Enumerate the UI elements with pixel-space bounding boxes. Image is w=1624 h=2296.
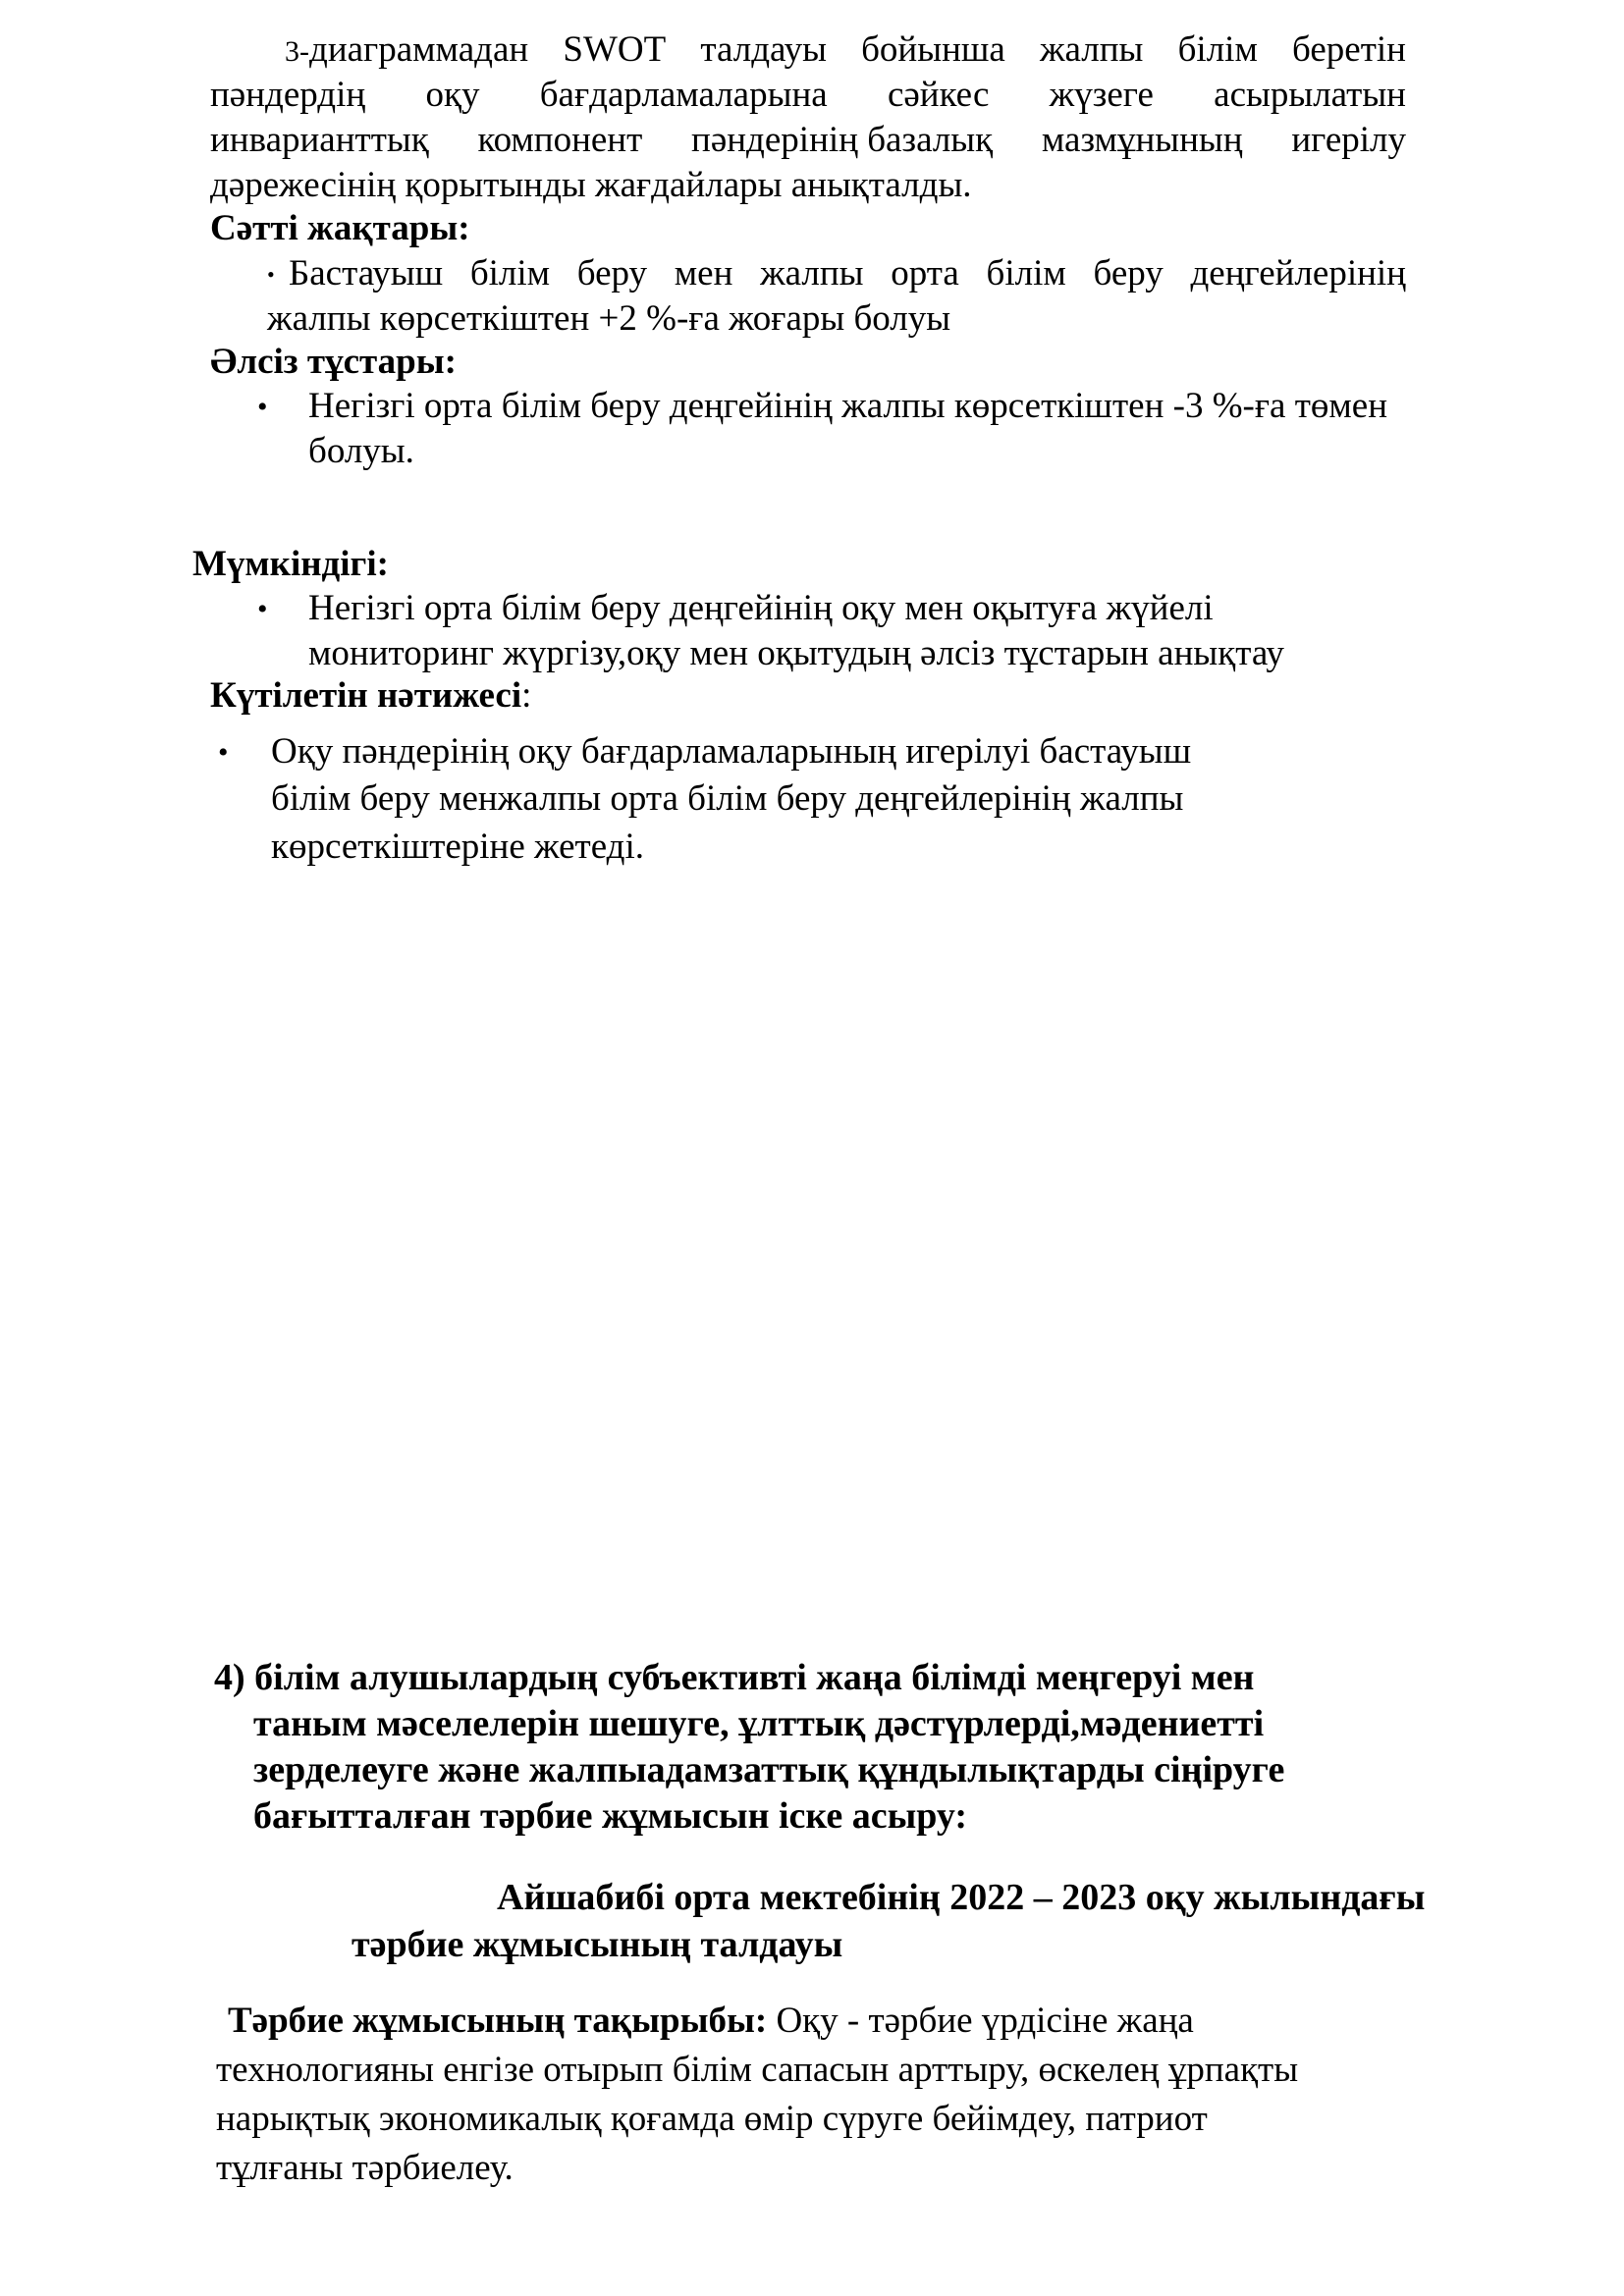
strengths-line-2: жалпы көрсеткіштен +2 %-ға жоғары болуы [267, 298, 951, 339]
section-4-line-3: зерделеуге және жалпыадамзаттық құндылықтарды сіңіруге [253, 1749, 1285, 1790]
intro-line-3 [210, 118, 1406, 162]
intro-word: SWOT [563, 29, 667, 70]
strengths-line-1 [289, 251, 1406, 295]
strengths-word: деңгейлерінің [1190, 253, 1406, 294]
opportunity-line-1: Негізгі орта білім беру деңгейінің оқу мен оқытуға жүйелі [308, 588, 1214, 628]
strengths-word: мен [674, 253, 733, 294]
theme-line-4: тұлғаны тәрбиелеу. [216, 2148, 514, 2188]
analysis-title-line-1: Айшабибі орта мектебінің 2022 – 2023 оқу жылындағы [497, 1877, 1426, 1918]
intro-line-1 [285, 27, 1406, 74]
bullet-icon: • [218, 736, 229, 769]
intro-word: жалпы [1039, 29, 1144, 70]
expected-heading-colon: : [521, 675, 532, 716]
theme-text: Оқу - тәрбие үрдісіне жаңа [767, 2001, 1194, 2041]
bullet-icon: • [257, 593, 268, 625]
strengths-word: Бастауыш [289, 253, 444, 294]
strengths-word: орта [891, 253, 959, 294]
intro-word: беретін [1292, 29, 1406, 70]
theme-line-2: технологияны енгізе отырып білім сапасын арттыру, өскелең ұрпақты [216, 2050, 1299, 2090]
strengths-word: білім [986, 253, 1066, 294]
intro-word: асырылатын [1214, 75, 1406, 115]
intro-word: игерілу [1291, 120, 1406, 160]
opportunity-line-2: мониторинг жүргізу,оқу мен оқытудың әлсіз тұстарын анықтау [308, 633, 1284, 673]
intro-word: бойынша [861, 29, 1005, 70]
intro-word: талдауы [700, 29, 827, 70]
intro-line-2 [210, 73, 1406, 117]
expected-line-2: білім беру менжалпы орта білім беру деңгейлерінің жалпы [271, 778, 1184, 819]
intro-word: сәйкес [887, 75, 990, 115]
theme-label: Тәрбие жұмысының тақырыбы: [228, 2001, 768, 2041]
intro-word: мазмұнының [1041, 120, 1243, 160]
strengths-word: жалпы [760, 253, 864, 294]
intro-word: бағдарламаларына [539, 75, 828, 115]
section-4-line-4: бағытталған тәрбие жұмысын іске асыру: [253, 1795, 968, 1837]
weaknesses-heading: Әлсіз тұстары: [210, 342, 457, 382]
intro-line-4: дәрежесінің қорытынды жағдайлары анықталды. [210, 165, 972, 205]
intro-prefix: 3- [285, 35, 309, 68]
expected-line-3: көрсеткіштеріне жетеді. [271, 827, 644, 867]
intro-word: пәндерінің базалық [691, 120, 994, 160]
intro-word: инварианттық [210, 120, 429, 160]
expected-heading-text: Күтілетін нәтижесі [210, 675, 522, 716]
intro-word: пәндердің [210, 75, 366, 115]
theme-line-3: нарықтық экономикалық қоғамда өмір сүруге бейімдеу, патриот [216, 2099, 1208, 2139]
expected-line-1: Оқу пәндерінің оқу бағдарламаларының игерілуі бастауыш [271, 731, 1192, 772]
section-4-line-1: 4) білім алушылардың субъективті жаңа білімді меңгеруі мен [214, 1657, 1255, 1698]
opportunity-heading: Мүмкіндігі: [192, 544, 389, 584]
section-4-line-2: таным мәселелерін шешуге, ұлттық дәстүрлерді,мәдениетті [253, 1703, 1265, 1744]
strengths-word: білім [469, 253, 551, 294]
bullet-icon: • [257, 391, 268, 423]
strengths-heading: Сәтті жақтары: [210, 208, 470, 248]
strengths-word: беру [1093, 253, 1164, 294]
intro-word: компонент [477, 120, 643, 160]
intro-word: жүзеге [1049, 75, 1154, 115]
weaknesses-line-1: Негізгі орта білім беру деңгейінің жалпы көрсеткіштен -3 %-ға төмен [308, 386, 1388, 426]
analysis-title-line-2: тәрбие жұмысының талдауы [352, 1924, 843, 1965]
weaknesses-line-2: болуы. [308, 431, 414, 471]
bullet-icon: • [267, 262, 275, 287]
intro-word: 3-диаграммадан [285, 29, 529, 70]
expected-heading [210, 673, 531, 718]
intro-word: оқу [425, 75, 480, 115]
theme-line-1 [228, 1999, 1194, 2043]
strengths-word: беру [576, 253, 648, 294]
intro-word: білім [1177, 29, 1258, 70]
